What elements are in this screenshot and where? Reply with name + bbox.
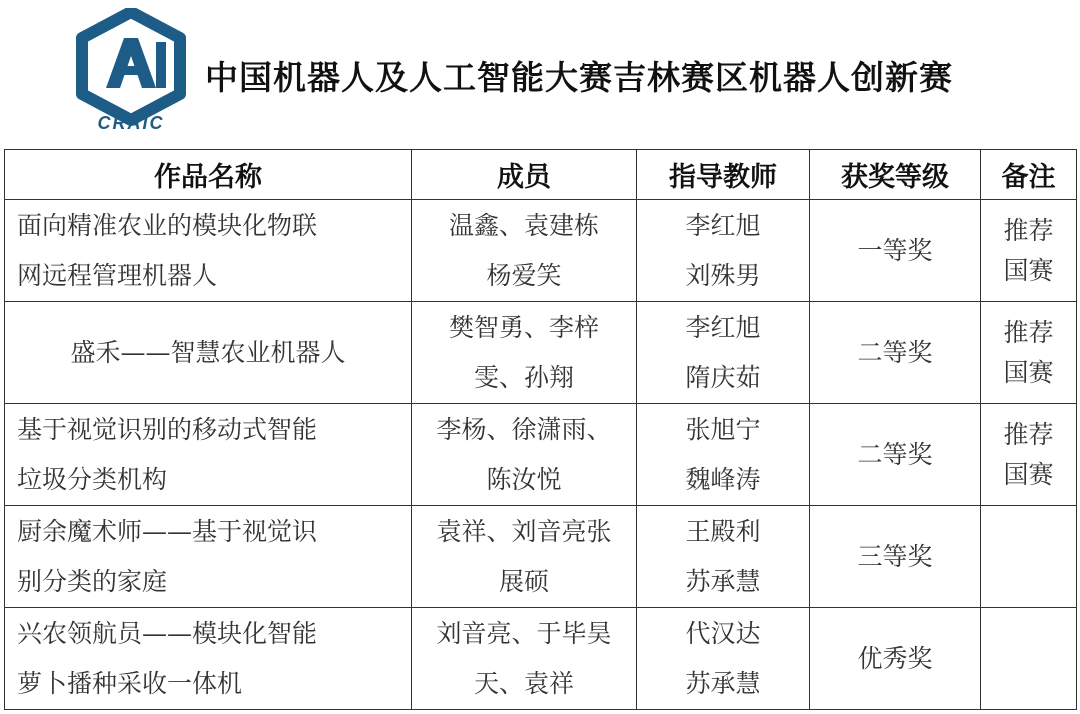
page-title: 中国机器人及人工智能大赛吉林赛区机器人创新赛 xyxy=(205,58,953,97)
cell-project-name-line: 萝卜播种采收一体机 xyxy=(17,668,243,698)
award-level: 二等奖 xyxy=(857,439,933,469)
cell-advisors-line: 张旭宁 xyxy=(685,414,761,444)
cell-members xyxy=(412,404,637,506)
column-header-award: 获奖等级 xyxy=(810,150,981,200)
cell-note xyxy=(981,506,1077,608)
cell-members-line: 李杨、徐潇雨、 xyxy=(436,414,612,444)
cell-members-line: 袁祥、刘音亮张 xyxy=(436,516,612,546)
cell-advisors-line: 苏承慧 xyxy=(685,566,761,596)
cell-members xyxy=(412,200,637,302)
cell-project-name-line: 厨余魔术师——基于视觉识 xyxy=(17,516,318,546)
cell-advisors-line: 刘殊男 xyxy=(685,260,761,290)
cell-note-line: 国赛 xyxy=(1003,255,1054,285)
cell-project-name xyxy=(5,506,412,608)
cell-award xyxy=(810,404,981,506)
award-level: 一等奖 xyxy=(857,235,933,265)
cell-project-name xyxy=(5,302,412,404)
cell-project-name xyxy=(5,608,412,710)
cell-members-line: 刘音亮、于毕昊 xyxy=(436,618,612,648)
craic-logo xyxy=(70,8,192,132)
cell-advisors-line: 王殿利 xyxy=(685,516,761,546)
cell-members xyxy=(412,506,637,608)
cell-note-line: 推荐 xyxy=(1003,215,1054,245)
cell-project-name-line: 别分类的家庭 xyxy=(17,566,168,596)
cell-project-name-line: 垃圾分类机构 xyxy=(17,464,168,494)
cell-advisors-line: 隋庆茹 xyxy=(685,362,761,392)
column-header-name: 作品名称 xyxy=(5,150,412,200)
cell-project-name xyxy=(5,200,412,302)
cell-award xyxy=(810,506,981,608)
cell-advisors-line: 李红旭 xyxy=(685,210,761,240)
cell-note xyxy=(981,404,1077,506)
cell-project-name-line: 基于视觉识别的移动式智能 xyxy=(17,414,318,444)
cell-note xyxy=(981,302,1077,404)
cell-members-line: 展硕 xyxy=(498,566,549,596)
cell-advisors xyxy=(637,302,810,404)
cell-note-line: 推荐 xyxy=(1003,419,1054,449)
cell-advisors xyxy=(637,608,810,710)
cell-note-line: 国赛 xyxy=(1003,459,1054,489)
cell-advisors-line: 苏承慧 xyxy=(685,668,761,698)
cell-note-line: 推荐 xyxy=(1003,317,1054,347)
table-header-row xyxy=(5,150,1077,200)
cell-note xyxy=(981,200,1077,302)
award-level: 二等奖 xyxy=(857,337,933,367)
cell-note xyxy=(981,608,1077,710)
cell-project-name-line: 兴农领航员——模块化智能 xyxy=(17,618,318,648)
cell-members-line: 杨爱笑 xyxy=(486,260,562,290)
cell-note-line: 国赛 xyxy=(1003,357,1054,387)
cell-award xyxy=(810,302,981,404)
table-row xyxy=(5,404,1077,506)
cell-project-name xyxy=(5,404,412,506)
cell-advisors-line: 代汉达 xyxy=(685,618,761,648)
cell-members-line: 温鑫、袁建栋 xyxy=(448,210,599,240)
cell-advisors xyxy=(637,404,810,506)
cell-members xyxy=(412,608,637,710)
award-level: 优秀奖 xyxy=(857,643,933,673)
cell-members-line: 天、袁祥 xyxy=(473,668,574,698)
table-row xyxy=(5,506,1077,608)
cell-advisors xyxy=(637,200,810,302)
table-row xyxy=(5,608,1077,710)
column-header-advisors: 指导教师 xyxy=(637,150,810,200)
cell-members-line: 樊智勇、李梓 xyxy=(448,312,599,342)
cell-members-line: 雯、孙翔 xyxy=(473,362,574,392)
logo-text: CRAIC xyxy=(97,113,165,132)
cell-project-name-line: 盛禾——智慧农业机器人 xyxy=(70,337,346,367)
cell-advisors-line: 魏峰涛 xyxy=(685,464,761,494)
cell-advisors-line: 李红旭 xyxy=(685,312,761,342)
cell-project-name-line: 面向精准农业的模块化物联 xyxy=(17,210,318,240)
column-header-note: 备注 xyxy=(981,150,1077,200)
column-header-members: 成员 xyxy=(412,150,637,200)
cell-advisors xyxy=(637,506,810,608)
table-row xyxy=(5,302,1077,404)
table-row xyxy=(5,200,1077,302)
award-level: 三等奖 xyxy=(857,541,933,571)
awards-table xyxy=(4,149,1077,710)
cell-award xyxy=(810,608,981,710)
cell-award xyxy=(810,200,981,302)
cell-members xyxy=(412,302,637,404)
cell-project-name-line: 网远程管理机器人 xyxy=(17,260,218,290)
cell-members-line: 陈汝悦 xyxy=(486,464,562,494)
